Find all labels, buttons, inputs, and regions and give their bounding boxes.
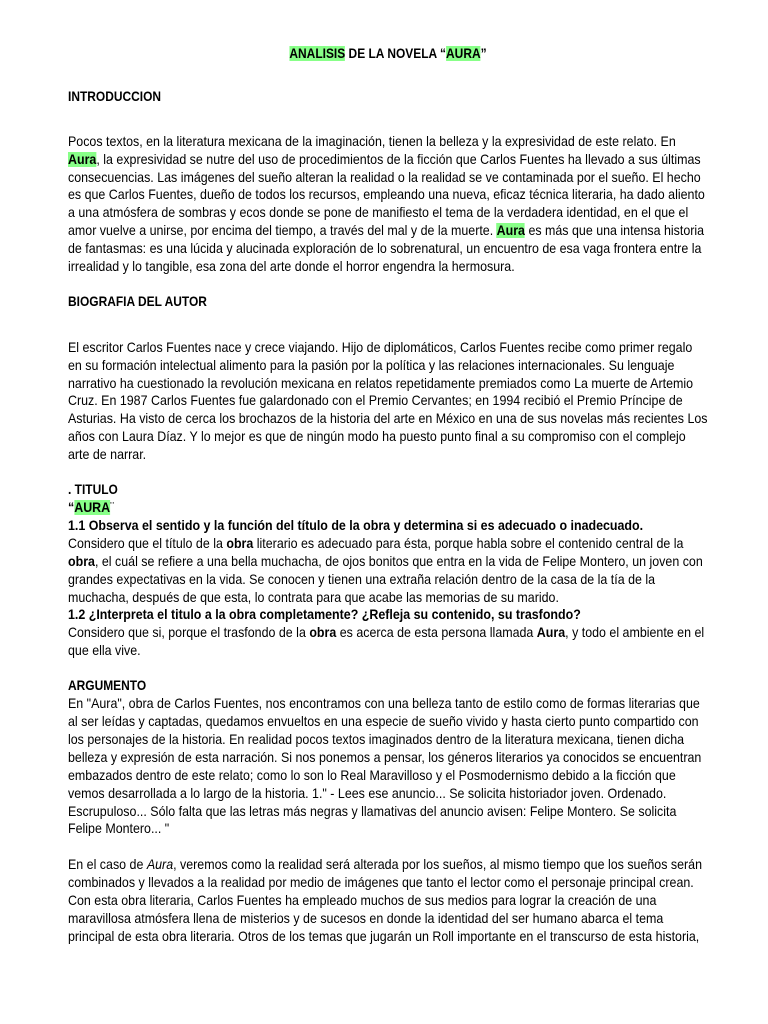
title-close-quote: ” xyxy=(480,46,487,61)
titulo-section xyxy=(68,481,708,660)
bio-heading: BIOGRAFIA DEL AUTOR xyxy=(68,293,207,309)
question-1-2: 1.2 ¿Interpreta el titulo a la obra completamente? ¿Refleja su contenido, su trasfondo? xyxy=(68,607,581,623)
argumento-section xyxy=(68,677,708,946)
bio-section xyxy=(68,293,708,464)
title-text: DE LA NOVELA “ xyxy=(345,46,447,61)
close-quote: ¨ xyxy=(110,500,115,515)
highlight-analisis: ANALISIS xyxy=(289,46,346,61)
question-1-1: 1.1 Observa el sentido y la función del título de la obra y determina si es adecuado o inadecuado. xyxy=(68,517,644,533)
highlight-aura-titulo: AURA xyxy=(74,500,111,515)
argumento-text-b: , veremos como la realidad será alterada por los sueños, al mismo tiempo que los sueños serán combinados y llevados a la realidad por medio de imágenes que tanto el lector como el personaje principal crean. Con esta obra literaria, Carlos Fuentes ha empleado muchos de sus medios para lograr la creación de una maravillosa atmósfera llena de misterios y de sucesos en donde la identidad del ser humano abarca el tema principal de esta obra literaria. Otros de los temas que jugarán un Roll importante en el transcurso de esta historia, xyxy=(68,857,703,944)
highlight-aura: AURA xyxy=(446,46,481,61)
highlight-aura-intro-2: Aura xyxy=(496,223,525,239)
intro-text-start: Pocos textos, en la literatura mexicana de la imaginación, tienen la belleza y la expresividad de este relato. En xyxy=(68,133,676,149)
argumento-text-a: En el caso de xyxy=(68,857,147,873)
titulo-heading: . TITULO xyxy=(68,482,118,498)
argumento-paragraph-1: En "Aura", obra de Carlos Fuentes, nos encontramos con una belleza tanto de estilo como de formas literarias que al ser leídas y captadas, quedamos envueltos en una especie de sueño vivido y hasta cierto punto compartido con los personajes de la historia. En realidad pocos textos imaginados dentro de la literatura mexicana, tienen dicha belleza y expresión de esta narración. Si nos ponemos a pensar, los géneros literarios ya conocidos se encuentran embazados dentro de este relato; como lo son lo Real Maravilloso y el Posmodernismo debido a la ficción que vemos desarrollada a lo largo de la historia. 1." - Lees ese anuncio... Se solicita historiador joven. Ordenado. Escrupuloso... Sólo falta que las letras más negras y llamativas del anuncio avisen: Felipe Montero. Se solicita Felipe Montero... " xyxy=(68,696,702,837)
document-title xyxy=(106,0,669,63)
answer-1-1-text-a: Considero que el título de la xyxy=(68,535,227,551)
open-quote: “ xyxy=(68,500,75,515)
answer-1-1-text-c: , el cuál se refiere a una bella muchacha, de ojos bonitos que entra en la vida de Felipe Montero, un joven con grandes expectativas en la vida. Se conocen y tienen una extraña relación dentro de la casa de la tía de la muchacha, después de que esta, lo contrata para que acabe las memorias de su marido. xyxy=(68,553,703,605)
intro-heading: INTRODUCCION xyxy=(68,88,162,104)
obra-bold-3: obra xyxy=(309,625,337,641)
answer-1-2 xyxy=(68,624,709,660)
aura-bold: Aura xyxy=(536,625,566,641)
intro-paragraph xyxy=(68,133,709,276)
answer-1-2-text-c: , y todo el ambiente en el que ella vive. xyxy=(68,625,705,659)
argumento-heading: ARGUMENTO xyxy=(68,678,147,694)
aura-italic: Aura xyxy=(146,857,174,873)
intro-text-mid: , la expresividad se nutre del uso de procedimientos de la ficción que Carlos Fuentes ha llevado a sus últimas consecuencias. Las imágenes del sueño alteran la realidad o la realidad se ve contaminada por el sueño. El hecho es que Carlos Fuentes, dueño de todos los recursos, empleando una nueva, eficaz técnica literaria, ha dado aliento a una atmósfera de sombras y ecos donde se pone de manifiesto el tema de la verdadera identidad, en el que el amor vuelve a unirse, por encima del tiempo, a través del mal y de la muerte. xyxy=(68,151,705,239)
argumento-paragraph-2 xyxy=(68,856,709,946)
answer-1-2-text-b: es acerca de esta persona llamada xyxy=(336,625,537,641)
answer-1-1 xyxy=(68,535,709,607)
answer-1-2-text-a: Considero que si, porque el trasfondo de la xyxy=(68,625,310,641)
titulo-aura-line xyxy=(68,499,709,517)
answer-1-1-text-b: literario es adecuado para ésta, porque habla sobre el contenido central de la xyxy=(253,535,684,551)
obra-bold: obra xyxy=(226,535,254,551)
obra-bold-2: obra xyxy=(68,553,95,569)
bio-paragraph: El escritor Carlos Fuentes nace y crece viajando. Hijo de diplomáticos, Carlos Fuentes recibe como primer regalo en su formación intelectual alimento para la pasión por la política y las relaciones internacionales. Su lenguaje narrativo ha cuestionado la revolución mexicana en relatos repetidamente premiados como La muerte de Artemio Cruz. En 1987 Carlos Fuentes fue galardonado con el Premio Cervantes; en 1994 recibió el Premio Príncipe de Asturias. Ha visto de cerca los brochazos de la historia del arte en México en una de sus novelas más recientes Los años con Laura Díaz. Y lo mejor es que de ningún modo ha puesto punto final a su compromiso con el complejo arte de narrar. xyxy=(68,339,708,463)
intro-text-end: es más que una intensa historia de fantasmas: es una lúcida y alucinada exploración de lo sobrenatural, un encuentro de esa vaga frontera entre la irrealidad y lo tangible, esa zona del arte donde el horror engendra la hermosura. xyxy=(68,223,705,275)
highlight-aura-intro: Aura xyxy=(68,151,97,167)
intro-section xyxy=(68,88,708,276)
